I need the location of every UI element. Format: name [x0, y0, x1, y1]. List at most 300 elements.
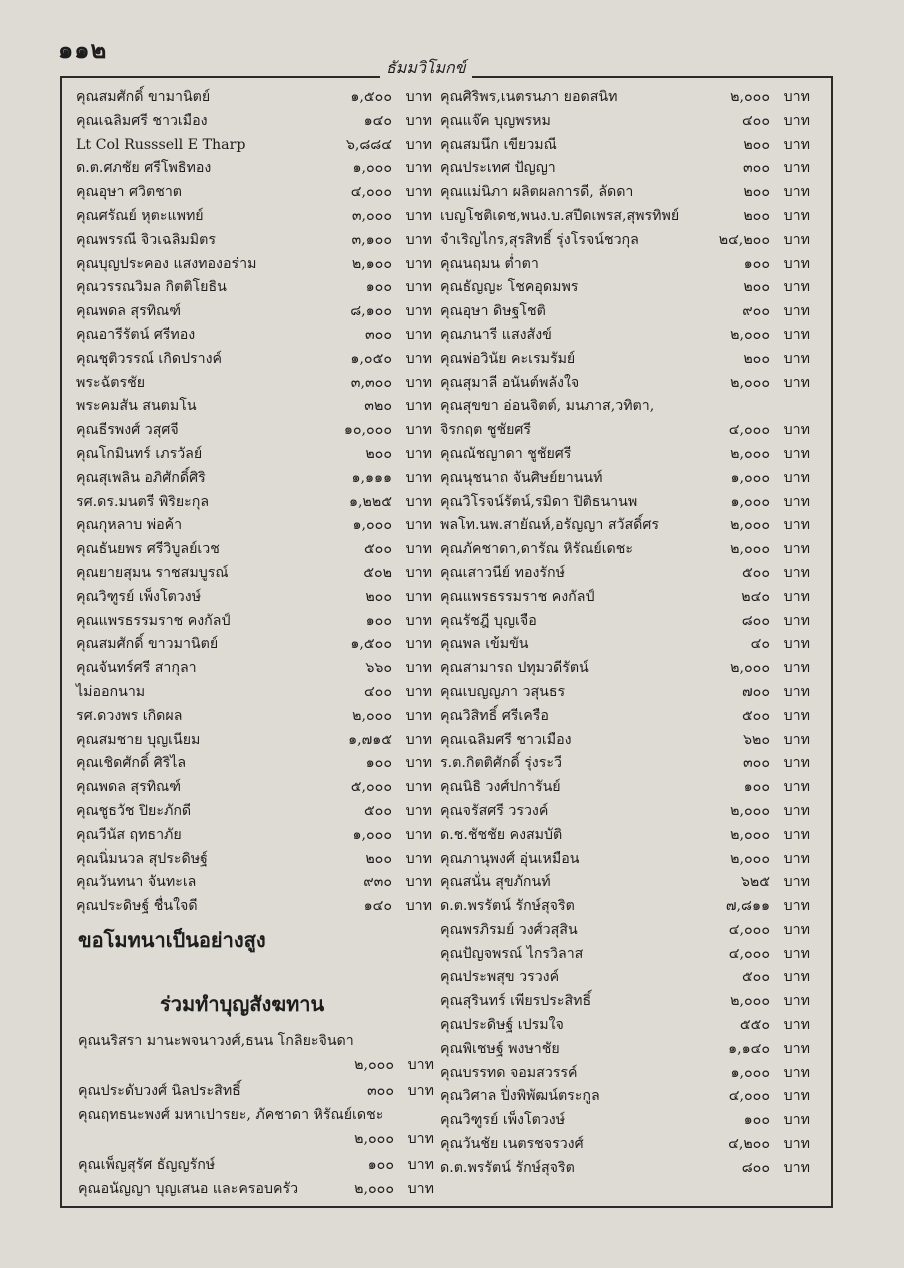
currency-unit: บาท [405, 112, 432, 129]
donor-name: รศ.ดวงพร เกิดผล [76, 707, 183, 724]
donation-amount: ๔๐ [750, 636, 770, 653]
currency-unit: บาท [783, 588, 810, 605]
donor-name: คุณประเทศ ปัญญา [440, 160, 556, 177]
currency-unit: บาท [783, 326, 810, 343]
donor-row [76, 824, 432, 848]
donation-amount: ๑๐๐ [365, 279, 392, 296]
header-title: ธัมมวิโมกข์ [380, 56, 472, 81]
donation-amount: ๑๐,๐๐๐ [343, 422, 392, 439]
donor-name: คุณยายสุมน ราชสมบูรณ์ [76, 564, 229, 581]
donor-name: เบญโชติเดช,พนง.บ.สปีดเพรส,สุพรทิพย์ [440, 207, 680, 224]
donor-row [76, 443, 432, 467]
currency-unit: บาท [783, 850, 810, 867]
donor-row [440, 729, 814, 753]
donation-amount: ๕๐๐ [741, 969, 770, 986]
currency-unit: บาท [405, 564, 432, 581]
donation-amount: ๓๒๐ [364, 398, 392, 415]
donor-name: คุณกุหลาบ พ่อค้า [76, 517, 183, 534]
donor-name: คุณอุษา ดิษฐโชติ [440, 303, 546, 320]
currency-unit: บาท [405, 255, 432, 272]
donor-name: คุณพดล สุรทิณฑ์ [76, 779, 181, 796]
donation-amount: ๑,๑๑๑ [351, 469, 392, 486]
donor-row [76, 467, 432, 491]
sangha-donor-amount-row [78, 1128, 434, 1152]
donor-row [76, 205, 432, 229]
currency-unit: บาท [405, 850, 432, 867]
donation-amount: ๕๐๐ [363, 802, 392, 819]
donor-name: คุณอุษา ศวิตชาต [76, 184, 182, 201]
currency-unit: บาท [783, 1159, 810, 1176]
donor-row [76, 752, 432, 776]
donor-row [440, 419, 814, 443]
donor-name: คุณแม่นิภา ผลิตผลการดี, ลัดดา [440, 184, 634, 201]
currency-unit: บาท [783, 136, 810, 153]
currency-unit: บาท [405, 731, 432, 748]
donation-amount: ๔,๒๐๐ [728, 1136, 770, 1153]
currency-unit: บาท [783, 1136, 810, 1153]
donation-amount: ๑๐๐ [743, 1112, 770, 1129]
donor-name: ไม่ออกนาม [76, 683, 146, 700]
currency-unit: บาท [783, 802, 810, 819]
donor-row [440, 943, 814, 967]
donor-row [440, 1085, 814, 1109]
donor-row [440, 253, 814, 277]
currency-unit: บาท [783, 1064, 810, 1081]
thanks-heading: ขอโมทนาเป็นอย่างสูง [78, 928, 266, 952]
donor-name: คุณสมชาย บุญเนียม [76, 731, 201, 748]
donor-name: คุณเชิดศักดิ์ ศิริไล [76, 755, 187, 772]
donor-name: คุณประดิษฐ์ ชื่นใจดี [76, 898, 198, 915]
currency-unit: บาท [405, 398, 432, 415]
donor-name: คุณนฤมน ต่ำตา [440, 255, 539, 272]
donor-row [76, 871, 432, 895]
currency-unit: บาท [783, 874, 810, 891]
left-donor-column [76, 86, 432, 919]
donor-row [76, 157, 432, 181]
currency-unit: บาท [405, 541, 432, 558]
donor-name: พระคมสัน สนตมโน [76, 398, 197, 415]
donation-amount: ๔,๐๐๐ [350, 184, 392, 201]
donor-row [76, 372, 432, 396]
donor-row [440, 181, 814, 205]
currency-unit: บาท [783, 707, 810, 724]
donation-amount: ๓๐๐ [366, 1083, 394, 1099]
donor-name: คุณโกมินทร์ เภรวัลย์ [76, 445, 203, 462]
donor-row [440, 752, 814, 776]
donor-row [440, 324, 814, 348]
currency-unit: บาท [783, 112, 810, 129]
donor-name: คุณภนารี แสงสังข์ [440, 326, 552, 343]
donation-amount: ๔,๐๐๐ [728, 921, 770, 938]
donor-row [440, 1109, 814, 1133]
currency-unit: บาท [783, 779, 810, 796]
donor-row [440, 990, 814, 1014]
donor-row [440, 705, 814, 729]
donor-name: คุณวีนัส ฤทธาภัย [76, 826, 182, 843]
donor-name: คุณสนั่น สุขภักนท์ [440, 874, 551, 891]
donation-amount: ๑๐๐ [743, 779, 770, 796]
donor-name: พระฉัตรชัย [76, 374, 146, 391]
donation-amount: ๖๖๐ [365, 660, 392, 677]
donation-amount: ๑,๕๐๐ [350, 636, 392, 653]
donor-name: คุณสุเพลิน อภิศักดิ์ศิริ [76, 469, 206, 486]
donor-row [76, 895, 432, 919]
currency-unit: บาท [405, 802, 432, 819]
currency-unit: บาท [783, 612, 810, 629]
donor-name: คุณพ่อวินัย คะเรมรัมย์ [440, 350, 576, 367]
donor-row [76, 110, 432, 134]
donor-name: คุณสุขขา อ่อนจิตต์, มนภาส,วทิตา, [440, 398, 655, 415]
currency-unit: บาท [783, 1088, 810, 1105]
donation-amount: ๕,๐๐๐ [350, 779, 392, 796]
currency-unit: บาท [783, 374, 810, 391]
donor-row [440, 966, 814, 990]
donor-row [440, 229, 814, 253]
donor-name: คุณธีรพงศ์ วสุศจี [76, 422, 179, 439]
donation-amount: ๒,๑๐๐ [351, 255, 392, 272]
currency-unit: บาท [405, 326, 432, 343]
currency-unit: บาท [783, 945, 810, 962]
donor-row [440, 848, 814, 872]
donor-name: คุณเฉลิมศรี ชาวเมือง [440, 731, 572, 748]
donation-amount: ๒,๐๐๐ [730, 445, 770, 462]
donor-row [440, 538, 814, 562]
donor-row [76, 610, 432, 634]
page-number: ๑๑๒ [58, 35, 108, 64]
donor-name: คุณณัชญาดา ชูชัยศรี [440, 445, 572, 462]
sangha-section-heading: ร่วมทำบุญสังฆทาน [160, 992, 325, 1016]
right-donor-column [440, 86, 814, 1181]
donor-name: คุณชูธวัช ปิยะภักดี [76, 802, 192, 819]
donation-amount: ๑,๗๑๕ [348, 731, 392, 748]
donation-amount: ๒๐๐ [743, 184, 770, 201]
donation-amount: ๒,๐๐๐ [730, 993, 770, 1010]
donation-amount: ๒๐๐ [743, 279, 770, 296]
currency-unit: บาท [783, 207, 810, 224]
donor-row [440, 276, 814, 300]
donation-amount: ๙๐๐ [742, 303, 770, 320]
currency-unit: บาท [407, 1131, 434, 1147]
sangha-donor-name: คุณนริสรา มานะพจนาวงศ์,ธนน โกลิยะจินดา [78, 1033, 354, 1049]
donor-name: Lt Col Russsell E Tharp [76, 136, 246, 153]
donor-row [440, 871, 814, 895]
donor-name: จำเริญไกร,สุรสิทธิ์ รุ่งโรจน์ชวกุล [440, 231, 639, 248]
donor-row [76, 253, 432, 277]
donation-amount: ๑,๐๐๐ [730, 1064, 770, 1081]
donation-amount: ๒,๐๐๐ [730, 826, 770, 843]
currency-unit: บาท [783, 636, 810, 653]
currency-unit: บาท [783, 993, 810, 1010]
donor-name: คุณพิเชษฐ์ พงษาชัย [440, 1040, 560, 1057]
donor-name: คุณเสาวนีย์ ทองรักษ์ [440, 564, 565, 581]
donor-row [440, 395, 814, 419]
currency-unit: บาท [405, 779, 432, 796]
donor-row [440, 86, 814, 110]
donor-name: คุณภัคชาดา,ดารัณ หิรัณย์เดชะ [440, 541, 634, 558]
donation-amount: ๘๐๐ [741, 1159, 770, 1176]
donation-amount: ๒๐๐ [365, 445, 392, 462]
donor-name: คุณธันยพร ศรีวิบูลย์เวช [76, 541, 220, 558]
currency-unit: บาท [407, 1181, 434, 1197]
donation-amount: ๗,๘๑๑ [725, 898, 770, 915]
donor-name: คุณประพสุข วรวงค์ [440, 969, 560, 986]
donor-row [440, 610, 814, 634]
donation-amount: ๑,๑๔๐ [728, 1040, 770, 1057]
donor-row [76, 848, 432, 872]
donor-name: คุณสมศักดิ์ ขาวมานิตย์ [76, 636, 219, 653]
currency-unit: บาท [405, 445, 432, 462]
donation-amount: ๓๐๐ [742, 160, 770, 177]
donation-amount: ๙๓๐ [363, 874, 392, 891]
donation-amount: ๑,๐๐๐ [730, 469, 770, 486]
donation-amount: ๑,๐๐๐ [730, 493, 770, 510]
donation-amount: ๑๐๐ [365, 755, 392, 772]
donor-row [440, 1157, 814, 1181]
donation-amount: ๒,๐๐๐ [730, 660, 770, 677]
currency-unit: บาท [783, 160, 810, 177]
donor-row [440, 1062, 814, 1086]
donor-name: คุณวันชัย เนตรชจรวงศ์ [440, 1136, 584, 1153]
donor-name: คุณปัญจพรณ์ ไกรวิลาส [440, 945, 584, 962]
currency-unit: บาท [783, 89, 810, 105]
donation-amount: ๘๐๐ [741, 612, 770, 629]
currency-unit: บาท [783, 231, 810, 248]
donor-row [76, 395, 432, 419]
donor-name: คุณอนัญญา บุญเสนอ และครอบครัว [78, 1181, 299, 1197]
currency-unit: บาท [405, 160, 432, 177]
donor-name: คุณวิศาล ปิ่งพิพัฒน์ตระกูล [440, 1088, 600, 1105]
donation-amount: ๕๐๒ [363, 564, 392, 581]
donor-name: คุณรัชฎี บุญเจือ [440, 612, 537, 629]
donor-row [440, 919, 814, 943]
currency-unit: บาท [405, 612, 432, 629]
currency-unit: บาท [405, 493, 432, 510]
currency-unit: บาท [405, 231, 432, 248]
currency-unit: บาท [405, 374, 432, 391]
donation-amount: ๓,๑๐๐ [351, 231, 392, 248]
donor-row [440, 348, 814, 372]
donor-name: คุณสุมาลี อนันต์พลังใจ [440, 374, 580, 391]
currency-unit: บาท [783, 755, 810, 772]
donor-name: คุณพล เข้มขัน [440, 636, 529, 653]
donor-row [440, 514, 814, 538]
donor-name: คุณวิฑูรย์ เพ็งโตวงษ์ [440, 1112, 566, 1129]
donor-row [76, 300, 432, 324]
donor-row [440, 586, 814, 610]
donation-amount: ๕๐๐ [363, 541, 392, 558]
donor-name: คุณแพรธรรมราช คงกัลป์ [440, 588, 595, 605]
currency-unit: บาท [783, 898, 810, 915]
donation-amount: ๑๐๐ [365, 612, 392, 629]
currency-unit: บาท [783, 921, 810, 938]
donation-amount: ๑,๐๐๐ [352, 826, 392, 843]
donor-row [76, 514, 432, 538]
donor-row [440, 205, 814, 229]
donor-row [76, 491, 432, 515]
currency-unit: บาท [783, 1040, 810, 1057]
currency-unit: บาท [405, 469, 432, 486]
donation-amount: ๗๐๐ [742, 683, 770, 700]
donor-name: คุณสมนึก เขียวมณี [440, 136, 557, 153]
donor-name: ด.ช.ชัชชัย คงสมบัติ [440, 826, 563, 843]
donor-row [76, 538, 432, 562]
donor-row [76, 419, 432, 443]
donation-amount: ๒,๐๐๐ [730, 517, 770, 534]
donation-amount: ๘,๑๐๐ [350, 303, 392, 320]
currency-unit: บาท [783, 279, 810, 296]
donation-amount: ๒๐๐ [743, 350, 770, 367]
donor-name: ด.ต.พรรัตน์ รักษ์สุจริต [440, 898, 575, 915]
currency-unit: บาท [783, 255, 810, 272]
donation-amount: ๒๐๐ [365, 850, 392, 867]
donor-row [76, 633, 432, 657]
currency-unit: บาท [405, 279, 432, 296]
donor-name: คุณศิริพร,เนตรนภา ยอดสนิท [440, 89, 618, 105]
donor-row [76, 181, 432, 205]
donor-row [440, 657, 814, 681]
donor-name: คุณสามารถ ปทุมวดีรัตน์ [440, 660, 589, 677]
donor-row [440, 824, 814, 848]
donor-row [440, 491, 814, 515]
donor-name: คุณวิฑูรย์ เพ็งโตวงษ์ [76, 588, 202, 605]
currency-unit: บาท [783, 564, 810, 581]
currency-unit: บาท [783, 660, 810, 677]
currency-unit: บาท [405, 755, 432, 772]
sangha-donor-row [78, 1080, 434, 1104]
currency-unit: บาท [405, 636, 432, 653]
donor-row [76, 276, 432, 300]
currency-unit: บาท [783, 303, 810, 320]
donation-amount: ๒๔,๒๐๐ [718, 231, 770, 248]
donor-row [76, 776, 432, 800]
donation-amount: ๒,๐๐๐ [730, 850, 770, 867]
currency-unit: บาท [783, 445, 810, 462]
donation-amount: ๒,๐๐๐ [354, 1057, 394, 1073]
donor-row [76, 586, 432, 610]
donor-name: คุณอารีรัตน์ ศรีทอง [76, 326, 196, 343]
sangha-donor-row [78, 1154, 434, 1178]
donation-amount: ๒๐๐ [743, 207, 770, 224]
donor-row [440, 1014, 814, 1038]
donor-name: พลโท.นพ.สายัณห์,อรัญญา สวัสดิ์ศร [440, 517, 659, 534]
donor-name: คุณนิธิ วงศ์ปการันย์ [440, 779, 561, 796]
donation-amount: ๖,๘๘๔ [345, 136, 392, 153]
currency-unit: บาท [405, 898, 432, 915]
donor-name: คุณนิ่มนวล สุประดิษฐ์ [76, 850, 208, 867]
donor-name: คุณเบญญภา วสุนธร [440, 683, 566, 700]
currency-unit: บาท [783, 541, 810, 558]
donation-amount: ๕๐๐ [741, 707, 770, 724]
donation-amount: ๒,๐๐๐ [354, 1131, 394, 1147]
sangha-donor-amount-row [78, 1054, 434, 1078]
currency-unit: บาท [405, 184, 432, 201]
currency-unit: บาท [405, 207, 432, 224]
donor-row [440, 1133, 814, 1157]
donation-amount: ๔๐๐ [741, 112, 770, 129]
currency-unit: บาท [783, 517, 810, 534]
currency-unit: บาท [405, 826, 432, 843]
donor-name: คุณสุรินทร์ เพียรประสิทธิ์ [440, 993, 592, 1010]
currency-unit: บาท [405, 588, 432, 605]
donor-name: คุณประดับวงศ์ นิลประสิทธิ์ [78, 1083, 241, 1099]
currency-unit: บาท [783, 184, 810, 201]
donor-name: คุณภานุพงศ์ อุ่นเหมือน [440, 850, 580, 867]
donor-row [440, 134, 814, 158]
donor-row [76, 800, 432, 824]
donor-name: จิรกฤต ชูชัยศรี [440, 422, 532, 439]
donation-amount: ๑๔๐ [363, 898, 392, 915]
donation-amount: ๓,๐๐๐ [351, 207, 392, 224]
currency-unit: บาท [405, 89, 432, 105]
donor-name: คุณจันทร์ศรี สากุลา [76, 660, 197, 677]
donor-row [440, 372, 814, 396]
donation-amount: ๑๐๐ [367, 1157, 394, 1173]
donor-name: คุณเพ็ญสุรัศ ธัญญรักษ์ [78, 1157, 216, 1173]
donor-name: คุณนุชนาถ จันศิษย์ยานนท์ [440, 469, 603, 486]
donor-row [76, 681, 432, 705]
currency-unit: บาท [783, 469, 810, 486]
donor-row [440, 443, 814, 467]
donation-amount: ๒๐๐ [365, 588, 392, 605]
donor-name: คุณชุติวรรณ์ เกิดปรางค์ [76, 350, 223, 367]
donation-amount: ๔,๐๐๐ [728, 1088, 770, 1105]
donor-row [440, 895, 814, 919]
donation-amount: ๖๒๐ [742, 731, 770, 748]
donor-name: ด.ต.ศภชัย ศรีโพธิทอง [76, 160, 212, 177]
donor-row [76, 705, 432, 729]
donor-name: คุณเฉลิมศรี ชาวเมือง [76, 112, 208, 129]
currency-unit: บาท [405, 350, 432, 367]
currency-unit: บาท [407, 1157, 434, 1173]
donor-name: คุณสมศักดิ์ ขามานิตย์ [76, 89, 211, 105]
donation-amount: ๑,๐๕๐ [350, 350, 392, 367]
donor-row [440, 562, 814, 586]
donor-row [440, 776, 814, 800]
donation-amount: ๒,๐๐๐ [352, 707, 392, 724]
donor-row [440, 157, 814, 181]
donation-amount: ๒๐๐ [743, 136, 770, 153]
currency-unit: บาท [405, 136, 432, 153]
donor-row [76, 348, 432, 372]
currency-unit: บาท [783, 1112, 810, 1129]
donor-name: คุณพรรณี จิวเฉลิมมิตร [76, 231, 216, 248]
donor-row [76, 134, 432, 158]
currency-unit: บาท [405, 422, 432, 439]
currency-unit: บาท [783, 493, 810, 510]
donor-row [76, 562, 432, 586]
donation-amount: ๔,๐๐๐ [728, 945, 770, 962]
donor-name: คุณพดล สุรทิณฑ์ [76, 303, 181, 320]
donor-name: คุณบุญประคอง แสงทองอร่าม [76, 255, 257, 272]
donor-row [440, 681, 814, 705]
donation-amount: ๑,๕๐๐ [350, 89, 392, 105]
donor-name: คุณแจ๊ค บุญพรหม [440, 112, 551, 129]
donor-name: คุณพรภิรมย์ วงศ์วสุสิน [440, 921, 578, 938]
donation-amount: ๓๐๐ [742, 755, 770, 772]
donor-name: คุณวิโรจน์รัตน์,รมิดา ปิติธนานพ [440, 493, 638, 510]
donation-amount: ๕๐๐ [741, 564, 770, 581]
currency-unit: บาท [783, 1017, 810, 1034]
donation-amount: ๓,๓๐๐ [350, 374, 392, 391]
donation-amount: ๒,๐๐๐ [730, 374, 770, 391]
donor-row [76, 657, 432, 681]
currency-unit: บาท [405, 660, 432, 677]
currency-unit: บาท [405, 874, 432, 891]
donor-name: คุณวิสิทธิ์ ศรีเครือ [440, 707, 549, 724]
donor-row [76, 729, 432, 753]
donor-name: ร.ต.กิตติศักดิ์ รุ่งระวี [440, 755, 562, 772]
donation-amount: ๒,๐๐๐ [730, 541, 770, 558]
